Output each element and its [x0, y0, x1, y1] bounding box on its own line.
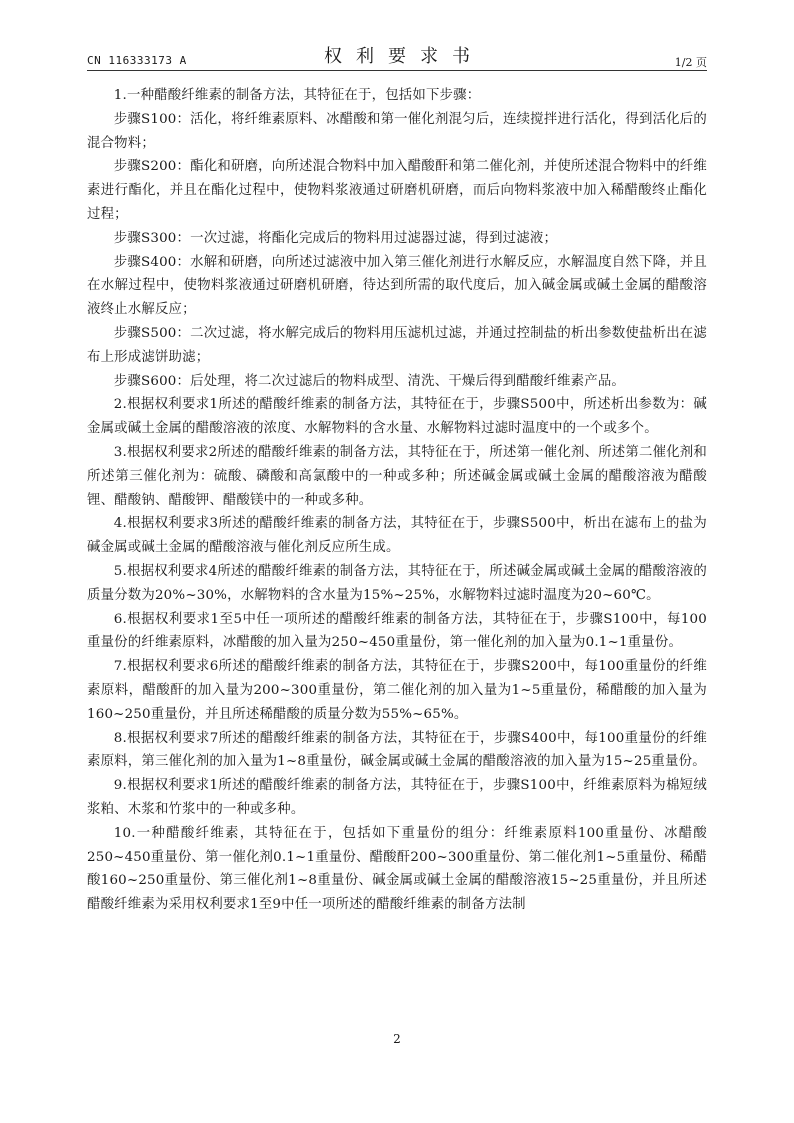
claims-body	[87, 84, 707, 917]
claim-7: 7.根据权利要求6所述的醋酸纤维素的制备方法，其特征在于，步骤S200中，每100重量份的纤维素原料，醋酸酐的加入量为200~300重量份，第二催化剂的加入量为1~5重量份，稀醋酸的加入量为160~250重量份，并且所述稀醋酸的质量分数为55%~65%。	[87, 659, 707, 722]
page-indicator: 1/2 页	[674, 56, 707, 69]
claim-1-step-s600: 步骤S600：后处理，将二次过滤后的物料成型、清洗、干燥后得到醋酸纤维素产品。	[113, 373, 625, 389]
claim-1-step-s500: 步骤S500：二次过滤，将水解完成后的物料用压滤机过滤，并通过控制盐的析出参数使盐析出在滤布上形成滤饼助滤；	[87, 325, 707, 365]
claim-5: 5.根据权利要求4所述的醋酸纤维素的制备方法，其特征在于，所述碱金属或碱土金属的醋酸溶液的质量分数为20%~30%，水解物料的含水量为15%~25%，水解物料过滤时温度为20~60℃。	[87, 563, 707, 603]
claim-1-step-s400: 步骤S400：水解和研磨，向所述过滤液中加入第三催化剂进行水解反应，水解温度自然下降，并且在水解过程中，使物料浆液通过研磨机研磨，待达到所需的取代度后，加入碱金属或碱土金属的醋酸溶液终止水解反应；	[87, 254, 707, 318]
page-header	[87, 40, 707, 71]
claim-1-step-s100: 步骤S100：活化，将纤维素原料、冰醋酸和第一催化剂混匀后，连续搅拌进行活化，得到活化后的混合物料；	[87, 111, 707, 151]
claim-8: 8.根据权利要求7所述的醋酸纤维素的制备方法，其特征在于，步骤S400中，每100重量份的纤维素原料，第三催化剂的加入量为1~8重量份，碱金属或碱土金属的醋酸溶液的加入量为15~25重量份。	[87, 730, 707, 770]
document-title: 权利要求书	[324, 46, 484, 67]
claim-2: 2.根据权利要求1所述的醋酸纤维素的制备方法，其特征在于，步骤S500中，所述析出参数为：碱金属或碱土金属的醋酸溶液的浓度、水解物料的含水量、水解物料过滤时温度中的一个或多个。	[87, 397, 707, 437]
claim-10: 10.一种醋酸纤维素，其特征在于，包括如下重量份的组分：纤维素原料100重量份、冰醋酸250~450重量份、第一催化剂0.1~1重量份、醋酸酐200~300重量份、第二催化剂1~5重量份、稀醋酸160~250重量份、第三催化剂1~8重量份、碱金属或碱土金属的醋酸溶液15~25重量份，并且所述醋酸纤维素为采用权利要求1至9中任一项所述的醋酸纤维素的制备方法制	[87, 825, 707, 913]
page-number: 2	[393, 1032, 401, 1046]
claim-3: 3.根据权利要求2所述的醋酸纤维素的制备方法，其特征在于，所述第一催化剂、所述第二催化剂和所述第三催化剂为：硫酸、磷酸和高氯酸中的一种或多种；所述碱金属或碱土金属的醋酸溶液为醋酸锂、醋酸钠、醋酸钾、醋酸镁中的一种或多种。	[87, 444, 707, 508]
claim-9: 9.根据权利要求1所述的醋酸纤维素的制备方法，其特征在于，步骤S100中，纤维素原料为棉短绒浆粕、木浆和竹浆中的一种或多种。	[87, 778, 707, 817]
claim-1-step-s200: 步骤S200：酯化和研磨，向所述混合物料中加入醋酸酐和第二催化剂，并使所述混合物料中的纤维素进行酯化，并且在酯化过程中，使物料浆液通过研磨机研磨，而后向物料浆液中加入稀醋酸终止酯化过程；	[87, 159, 707, 222]
claim-1-intro: 1.一种醋酸纤维素的制备方法，其特征在于，包括如下步骤：	[113, 88, 481, 103]
patent-number: CN 116333173 A	[87, 54, 187, 67]
claim-4: 4.根据权利要求3所述的醋酸纤维素的制备方法，其特征在于，步骤S500中，析出在滤布上的盐为碱金属或碱土金属的醋酸溶液与催化剂反应所生成。	[87, 516, 707, 556]
claim-1-step-s300: 步骤S300：一次过滤，将酯化完成后的物料用过滤器过滤，得到过滤液；	[113, 230, 558, 246]
claim-6: 6.根据权利要求1至5中任一项所述的醋酸纤维素的制备方法，其特征在于，步骤S100中，每100重量份的纤维素原料，冰醋酸的加入量为250~450重量份，第一催化剂的加入量为0.1~1重量份。	[87, 611, 707, 651]
